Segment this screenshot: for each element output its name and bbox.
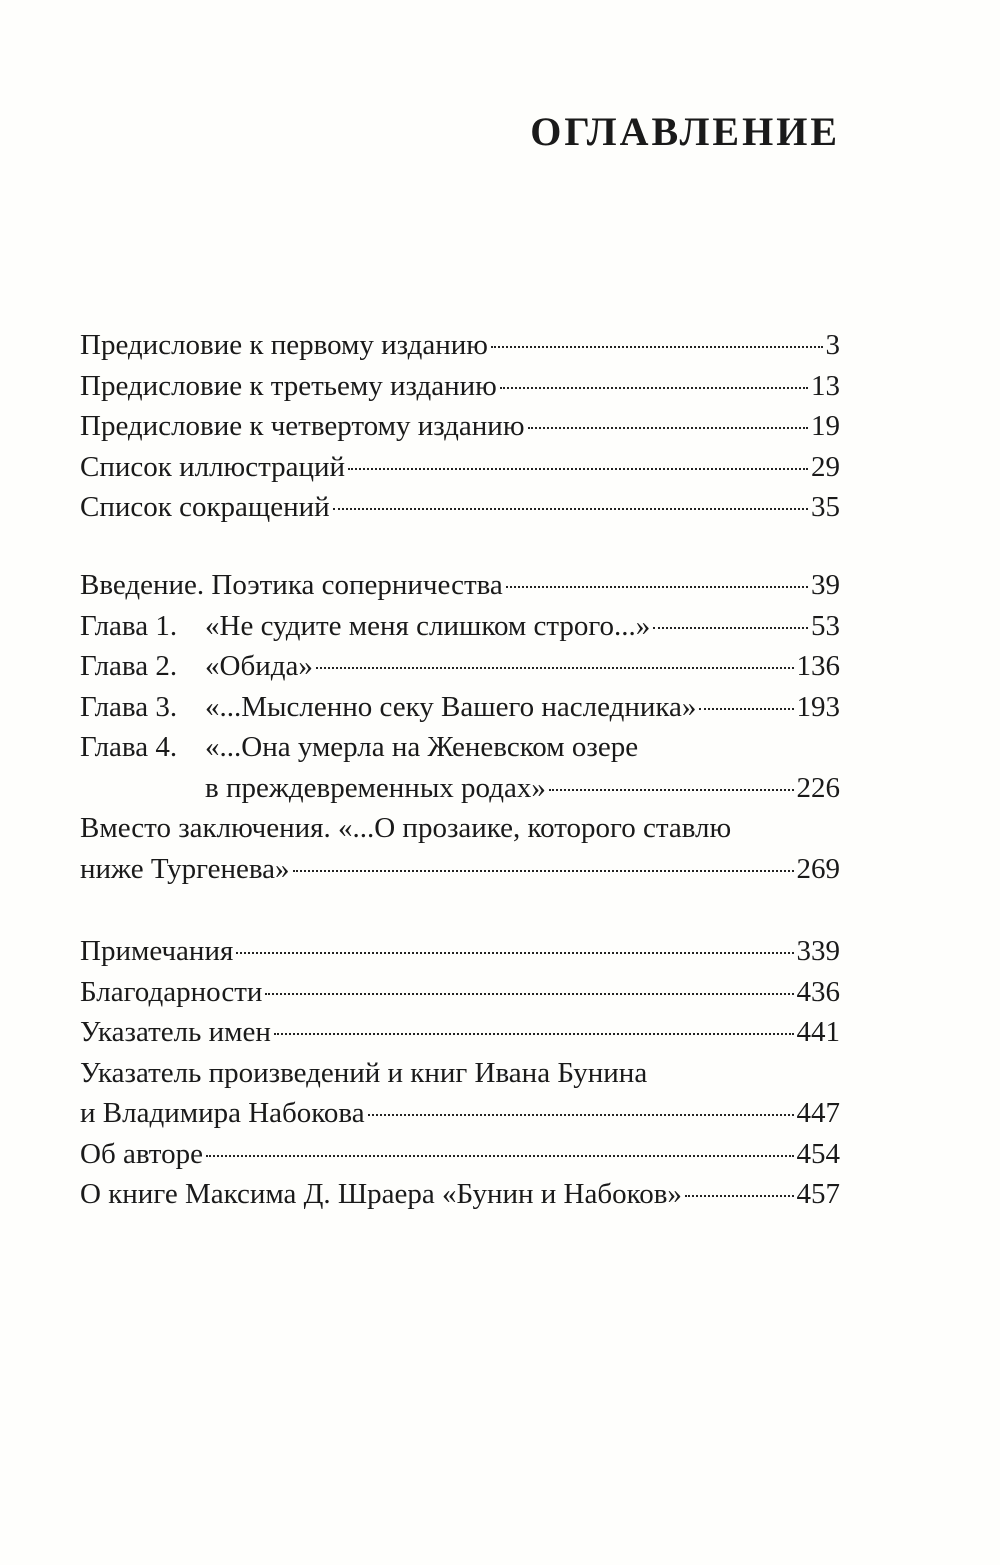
- page-number: 13: [811, 369, 840, 402]
- entry-title: Указатель имен: [80, 1016, 271, 1048]
- dot-leader: [274, 1033, 794, 1035]
- dot-leader: [500, 387, 808, 389]
- entry-title-continued: и Владимира Набокова: [80, 1097, 365, 1129]
- toc-entry: [80, 1134, 840, 1175]
- page-number: 457: [796, 1178, 840, 1210]
- page-number: 226: [796, 771, 840, 804]
- dot-leader: [528, 427, 809, 429]
- chapter-number: Глава 2.: [80, 650, 178, 682]
- dot-leader: [699, 708, 793, 710]
- entry-title: Об авторе: [80, 1137, 203, 1170]
- page-number: 269: [796, 852, 840, 885]
- page-number: 436: [796, 975, 840, 1008]
- toc-entry-continuation: [80, 1093, 840, 1134]
- toc-entry: [80, 325, 840, 366]
- dot-leader: [549, 789, 794, 791]
- page-number: 19: [811, 410, 840, 442]
- page-number: 447: [796, 1097, 840, 1129]
- toc-entry: [80, 687, 840, 728]
- toc-group-back-matter: [80, 931, 840, 1215]
- dot-leader: [316, 667, 794, 669]
- toc-entry: [80, 646, 840, 687]
- toc-entry: [80, 487, 840, 528]
- dot-leader: [506, 586, 808, 588]
- page-number: 39: [811, 569, 840, 601]
- toc-entry: [80, 606, 840, 647]
- entry-title: Примечания: [80, 935, 234, 967]
- chapter-number: Глава 4.: [80, 731, 178, 763]
- toc-entry: [80, 931, 840, 972]
- chapter-number: Глава 3.: [80, 690, 178, 723]
- entry-title: Указатель произведений и книг Ивана Бунина: [80, 1056, 648, 1089]
- dot-leader: [293, 870, 794, 872]
- entry-title: О книге Максима Д. Шраера «Бунин и Набоков»: [80, 1178, 682, 1210]
- dot-leader: [685, 1195, 794, 1197]
- toc-entry: [80, 1053, 840, 1094]
- entry-title: Предисловие к четвертому изданию: [80, 410, 525, 442]
- entry-title-continued: в преждевременных родах»: [205, 771, 546, 804]
- toc-entry: [80, 447, 840, 488]
- page-number: 35: [811, 491, 840, 523]
- entry-title: Введение. Поэтика соперничества: [80, 569, 503, 601]
- entry-title: Список иллюстраций: [80, 450, 346, 483]
- dot-leader: [491, 346, 823, 348]
- entry-title: Список сокращений: [80, 491, 330, 523]
- dot-leader: [236, 952, 793, 954]
- entry-title: Вместо заключения. «...О прозаике, которого ставлю: [80, 812, 732, 844]
- entry-title-continued: ниже Тургенева»: [80, 852, 290, 885]
- toc-entry: [80, 727, 840, 768]
- page-number: 29: [811, 450, 840, 483]
- page-number: 454: [796, 1137, 840, 1170]
- page-number: 441: [796, 1016, 840, 1048]
- toc-group-chapters: [80, 565, 840, 889]
- toc-entry: [80, 808, 840, 849]
- page-number: 53: [811, 609, 840, 642]
- entry-title: «...Она умерла на Женевском озере: [205, 731, 639, 763]
- dot-leader: [333, 508, 808, 510]
- toc-entry: [80, 972, 840, 1013]
- entry-title: Предисловие к третьему изданию: [80, 369, 497, 402]
- toc-entry-continuation: [80, 768, 840, 809]
- dot-leader: [653, 627, 808, 629]
- chapter-number: Глава 1.: [80, 609, 178, 642]
- dot-leader: [265, 993, 793, 995]
- toc-entry: [80, 565, 840, 606]
- page-number: 136: [796, 650, 840, 682]
- toc-entry: [80, 406, 840, 447]
- page-number: 193: [796, 690, 840, 723]
- entry-title: Предисловие к первому изданию: [80, 329, 488, 361]
- toc-entry: [80, 1012, 840, 1053]
- toc-entry: [80, 1174, 840, 1215]
- dot-leader: [368, 1114, 794, 1116]
- toc-group-front-matter: [80, 325, 840, 528]
- page-number: 3: [825, 329, 840, 361]
- page-number: 339: [796, 935, 840, 967]
- toc-entry: [80, 366, 840, 407]
- toc-entry-continuation: [80, 849, 840, 890]
- page-title: ОГЛАВЛЕНИЕ: [530, 109, 840, 154]
- entry-title: «Не судите меня слишком строго...»: [205, 609, 651, 642]
- entry-title: «...Мысленно секу Вашего наследника»: [205, 690, 697, 723]
- entry-title: Благодарности: [80, 975, 263, 1008]
- entry-title: «Обида»: [205, 650, 313, 682]
- dot-leader: [348, 468, 808, 470]
- dot-leader: [206, 1155, 794, 1157]
